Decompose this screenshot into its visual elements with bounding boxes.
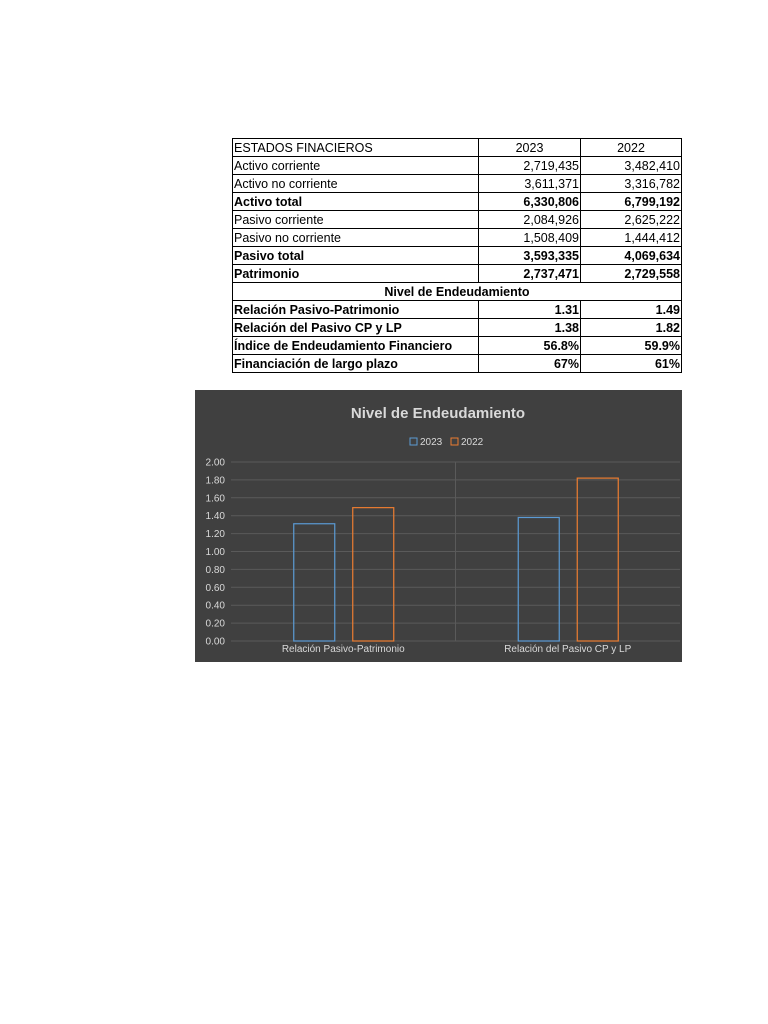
- ratio-label: Relación del Pasivo CP y LP: [233, 319, 479, 337]
- chart-title: Nivel de Endeudamiento: [350, 405, 526, 422]
- chart-legend: [410, 437, 484, 448]
- row-value-2023: 3,611,371: [479, 175, 581, 193]
- table-row: [233, 229, 682, 247]
- ratio-label: Financiación de largo plazo: [233, 355, 479, 373]
- y-tick-label: 1.60: [205, 493, 225, 505]
- header-2023: 2023: [479, 139, 581, 157]
- bar-2022-1: [353, 508, 394, 641]
- ratio-value-2022: 61%: [581, 355, 682, 373]
- ratio-value-2023: 56.8%: [479, 337, 581, 355]
- row-value-2022: 3,482,410: [581, 157, 682, 175]
- debt-level-chart: [195, 390, 682, 662]
- chart-canvas: [195, 390, 682, 662]
- table-row: [233, 175, 682, 193]
- y-tick-label: 1.80: [205, 475, 225, 487]
- y-tick-label: 2.00: [205, 457, 225, 469]
- ratio-row: [233, 319, 682, 337]
- table-row: [233, 157, 682, 175]
- table-row: [233, 193, 682, 211]
- row-value-2023: 2,719,435: [479, 157, 581, 175]
- y-tick-label: 1.20: [205, 529, 225, 541]
- row-value-2022: 6,799,192: [581, 193, 682, 211]
- row-value-2023: 2,737,471: [479, 265, 581, 283]
- ratio-row: [233, 337, 682, 355]
- table-row: [233, 265, 682, 283]
- ratio-row: [233, 355, 682, 373]
- legend-label-2023: 2023: [420, 437, 443, 448]
- ratio-value-2023: 1.38: [479, 319, 581, 337]
- row-value-2023: 2,084,926: [479, 211, 581, 229]
- section-title: Nivel de Endeudamiento: [233, 283, 682, 301]
- table-header-row: [233, 139, 682, 157]
- chart-axis-labels: [206, 458, 632, 656]
- header-2022: 2022: [581, 139, 682, 157]
- row-label: Pasivo no corriente: [233, 229, 479, 247]
- row-label: Activo corriente: [233, 157, 479, 175]
- y-tick-label: 0.80: [205, 564, 225, 576]
- row-label: Pasivo corriente: [233, 211, 479, 229]
- financial-statements-table: [232, 138, 682, 373]
- row-value-2022: 2,729,558: [581, 265, 682, 283]
- chart-gridlines: [231, 462, 680, 641]
- ratio-value-2022: 1.82: [581, 319, 682, 337]
- row-label: Patrimonio: [233, 265, 479, 283]
- legend-swatch-2022: [451, 438, 458, 445]
- y-tick-label: 0.40: [205, 600, 225, 612]
- ratio-value-2023: 1.31: [479, 301, 581, 319]
- bar-2022-2: [577, 478, 618, 641]
- row-value-2023: 3,593,335: [479, 247, 581, 265]
- row-label: Activo total: [233, 193, 479, 211]
- header-label: ESTADOS FINACIEROS: [233, 139, 479, 157]
- y-tick-label: 1.00: [205, 547, 225, 558]
- row-value-2023: 1,508,409: [479, 229, 581, 247]
- ratio-row: [233, 301, 682, 319]
- row-label: Pasivo total: [233, 247, 479, 265]
- ratio-label: Relación Pasivo-Patrimonio: [233, 301, 479, 319]
- financial-table-body: [233, 139, 682, 373]
- table-row: [233, 211, 682, 229]
- y-tick-label: 0.00: [205, 636, 225, 648]
- y-tick-label: 0.20: [205, 618, 225, 630]
- row-value-2022: 3,316,782: [581, 175, 682, 193]
- table-row: [233, 247, 682, 265]
- x-category-label: Relación del Pasivo CP y LP: [504, 644, 632, 655]
- row-label: Activo no corriente: [233, 175, 479, 193]
- section-header-row: [233, 283, 682, 301]
- ratio-value-2022: 1.49: [581, 301, 682, 319]
- x-category-label: Relación Pasivo-Patrimonio: [281, 644, 405, 655]
- row-value-2022: 1,444,412: [581, 229, 682, 247]
- ratio-value-2023: 67%: [479, 355, 581, 373]
- row-value-2023: 6,330,806: [479, 193, 581, 211]
- ratio-value-2022: 59.9%: [581, 337, 682, 355]
- y-tick-label: 0.60: [205, 582, 225, 594]
- y-tick-label: 1.40: [205, 511, 225, 523]
- row-value-2022: 2,625,222: [581, 211, 682, 229]
- bar-2023-2: [518, 517, 559, 641]
- legend-swatch-2023: [410, 438, 417, 445]
- ratio-label: Índice de Endeudamiento Financiero: [233, 337, 479, 355]
- legend-label-2022: 2022: [461, 437, 484, 448]
- row-value-2022: 4,069,634: [581, 247, 682, 265]
